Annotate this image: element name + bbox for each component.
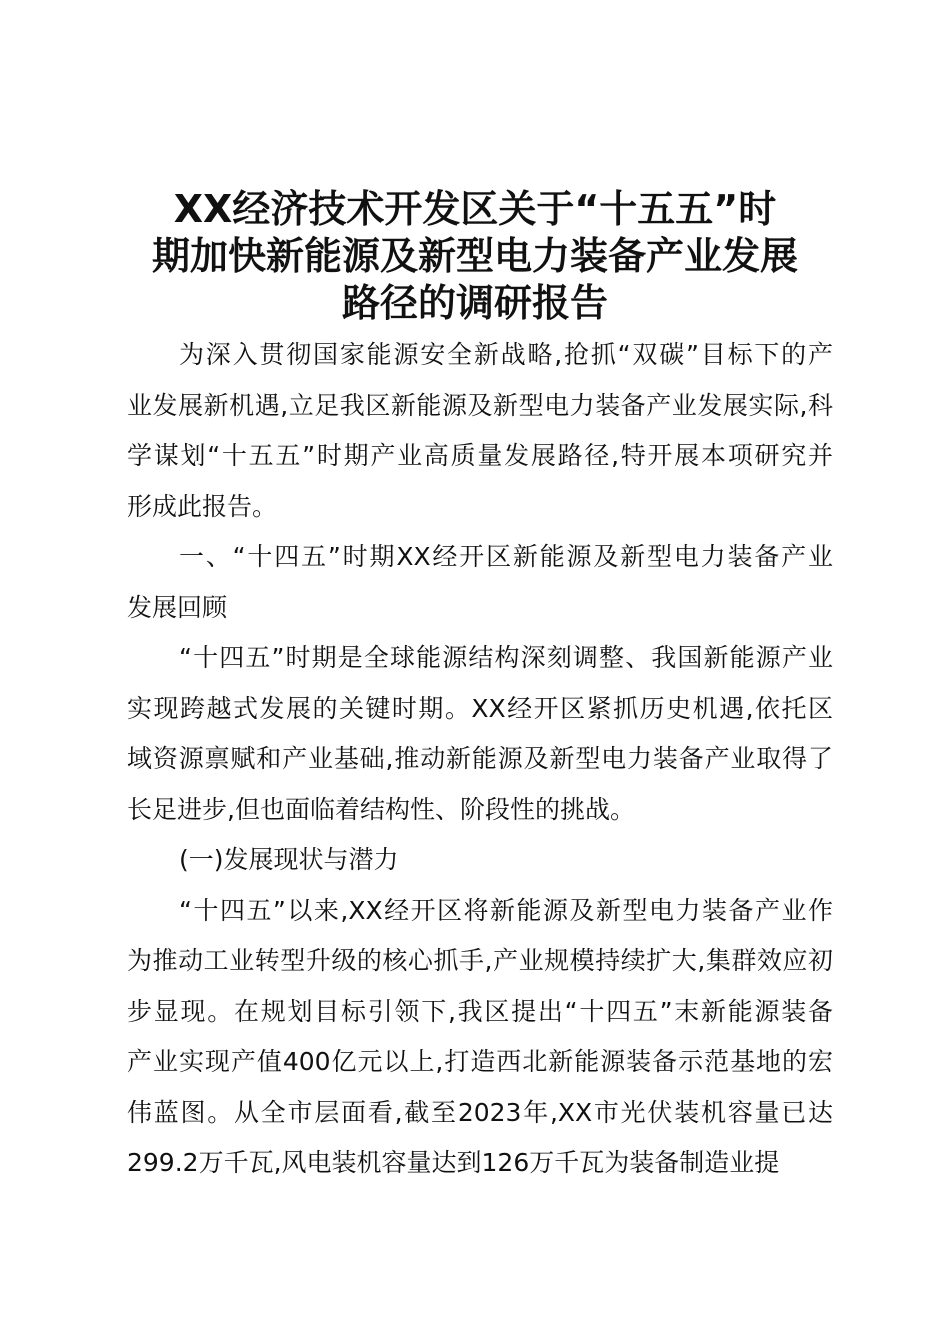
title-line: 路径的调研报告 (341, 281, 608, 325)
text-line: “十四五”以来,XX经开区将新能源及新型电力装备产业作 (179, 895, 833, 925)
text-line: 学谋划“十五五”时期产业高质量发展路径,特开展本项研究并 (127, 441, 833, 470)
paragraph (127, 886, 833, 1189)
text-line: “十四五”时期是全球能源结构深刻调整、我国新能源产业 (179, 643, 833, 672)
text-line: 业发展新机遇,立足我区新能源及新型电力装备产业发展实际,科 (127, 390, 833, 420)
text-line: 产业实现产值400亿元以上,打造西北新能源装备示范基地的宏 (127, 1047, 833, 1076)
paragraph (127, 633, 833, 835)
text-line: (一)发展现状与潜力 (179, 845, 399, 874)
section-heading (127, 532, 833, 633)
text-line: 步显现。在规划目标引领下,我区提出“十四五”末新能源装备 (127, 996, 833, 1026)
text-line: 实现跨越式发展的关键时期。XX经开区紧抓历史机遇,依托区 (127, 693, 833, 723)
text-line: 299.2万千瓦,风电装机容量达到126万千瓦为装备制造业提 (127, 1148, 780, 1177)
text-line: 为深入贯彻国家能源安全新战略,抢抓“双碳”目标下的产 (179, 340, 833, 369)
text-line: 伟蓝图。从全市层面看,截至2023年,XX市光伏装机容量已达 (127, 1097, 833, 1127)
title-line: XX经济技术开发区关于“十五五”时 (173, 187, 777, 231)
title-line: 期加快新能源及新型电力装备产业发展 (151, 234, 798, 278)
document-body (127, 330, 833, 1189)
text-line: 域资源禀赋和产业基础,推动新能源及新型电力装备产业取得了 (127, 744, 833, 773)
text-line: 长足进步,但也面临着结构性、阶段性的挑战。 (127, 794, 635, 824)
paragraph (127, 330, 833, 532)
text-line: 形成此报告。 (127, 491, 278, 521)
text-line: 一、“十四五”时期XX经开区新能源及新型电力装备产业 (179, 542, 833, 571)
subsection-heading (127, 835, 833, 886)
text-line: 为推动工业转型升级的核心抓手,产业规模持续扩大,集群效应初 (127, 946, 833, 975)
document-title (100, 186, 850, 327)
text-line: 发展回顾 (127, 592, 228, 622)
